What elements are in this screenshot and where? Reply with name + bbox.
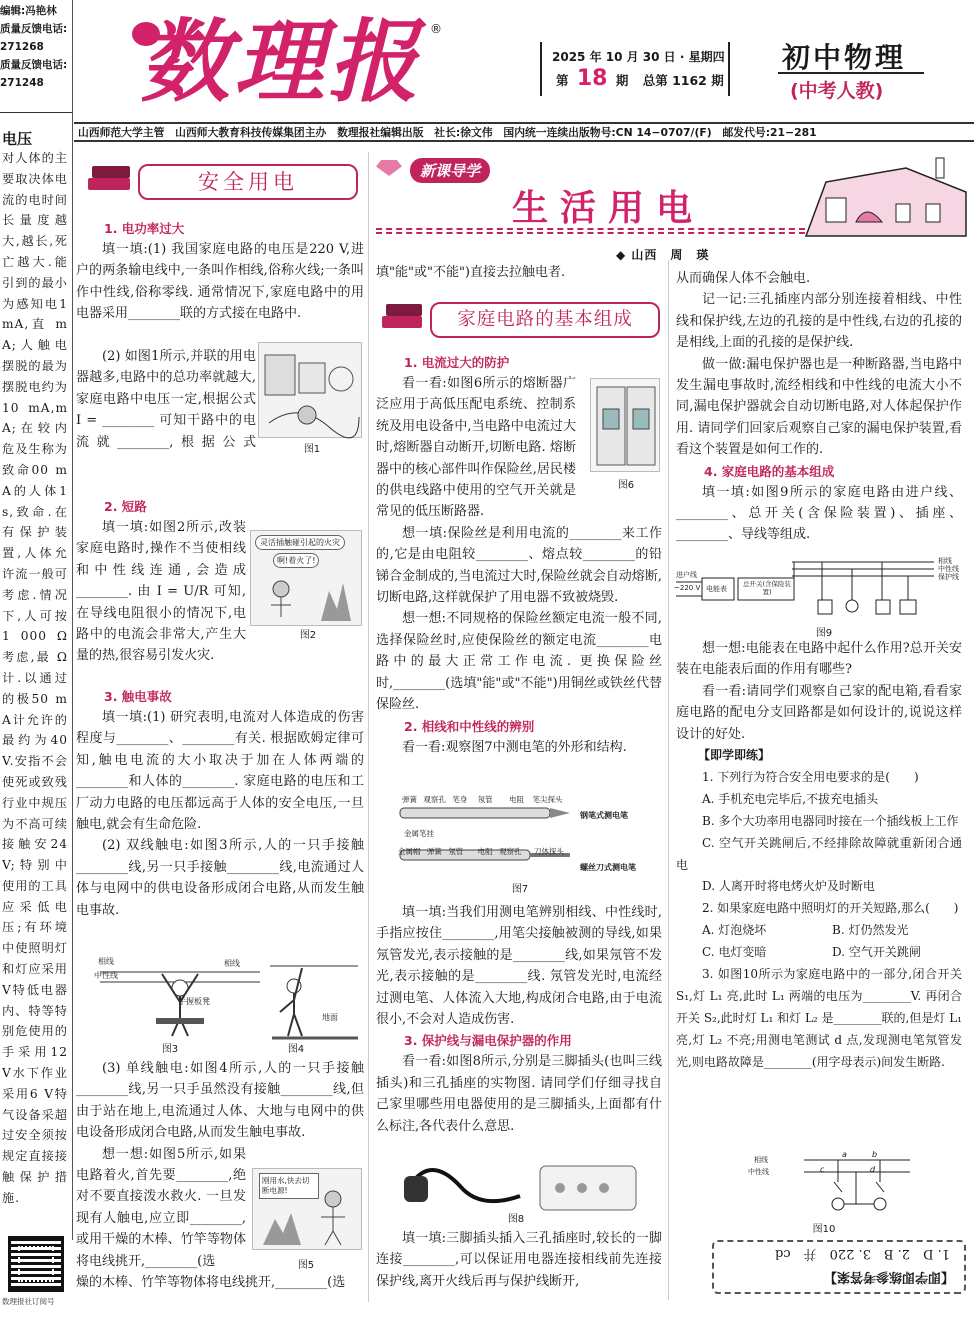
fig7-label: 弹簧 <box>402 795 417 804</box>
editor-line: 271248 <box>0 77 44 89</box>
figure-2 <box>250 530 362 626</box>
fig9-label-meter: 电能表 <box>706 585 727 593</box>
answer-box-text: 1. D 2. B 3. 220 并 cd <box>775 1246 950 1261</box>
fig7-label: 笔尖探头 <box>532 795 563 804</box>
column-safety-4 <box>76 686 364 921</box>
column-3-body-2 <box>676 638 962 1074</box>
newspaper-logo: 数理报 <box>140 9 422 115</box>
editor-line: 271268 <box>0 41 44 53</box>
fig4-label-ground: 地面 <box>322 1013 338 1022</box>
books-icon-2 <box>380 300 424 332</box>
caption-figure-2: 图2 <box>299 630 317 641</box>
fig7-label-clip: 金属笔挂 <box>404 829 434 838</box>
figure-5-bubble: 刚用水,快去切断电源! <box>259 1173 319 1199</box>
editor-divider <box>0 112 72 113</box>
house-illustration <box>786 152 976 240</box>
qr-code[interactable] <box>8 1236 64 1292</box>
edition-subtitle: (中考人教) <box>790 80 884 102</box>
subhead-wire-identify: 2. 相线和中性线的辨别 <box>404 718 535 734</box>
feature-title: 生活用电 <box>512 188 705 229</box>
fig10-label-live: 相线 <box>754 1156 768 1164</box>
caption-figure-3: 图3 <box>161 1044 179 1055</box>
para-think-fire-end: 燥的木棒、竹竿等物体将电线挑开,________(选 <box>76 1275 346 1290</box>
para-fuse-fill: 想一填:保险丝是利用电流的________来工作的,它是由电阻较________、熔点较________的铅锑合金制成的,当电流过大时,保险丝就会自动熔断,切断电路,这样就保护了用电器不致被烧毁. <box>376 525 662 606</box>
feature-badge: 新课导学 <box>410 158 490 183</box>
caption-figure-1: 图1 <box>303 444 321 455</box>
para-socket-remember: 记一记:三孔插座内部分别连接着相线、中性线和保护线,左边的孔接的是中性线,右边的孔接的是相线,上面的孔接的是保护线. <box>676 292 962 351</box>
fig10-label-d: d <box>870 1165 876 1174</box>
para-plug-look: 看一看:如图8所示,分别是三脚插头(也叫三线插头)和三孔插座的实物图. 请同学们仔细寻找自己家里哪些用电器使用的是三脚插头,上面都有什么标注,各代表什么意思. <box>376 1054 662 1134</box>
fig7-label: 金属帽 <box>398 847 421 856</box>
subhead-power-overload: 1. 电功率过大 <box>104 221 185 236</box>
section-title-safety: 安全用电 <box>138 164 358 200</box>
fig4-label-live: 相线 <box>224 959 240 968</box>
issue-total: 总第 1162 期 <box>642 73 724 88</box>
para-fuse-look: 看一看:如图6所示的熔断器广泛应用于高低压配电系统、控制系统及用电设备中,当电路中电流过大时,熔断器自动断开,切断电路. 熔断器中的核心部件叫作保险丝,居民楼的供电线路中使用的空气开关就是常见的低压断路器. <box>376 376 576 520</box>
fig3-label-live: 相线 <box>98 957 114 966</box>
fig7-label: 刀体探头 <box>533 847 564 856</box>
fig10-label-b: b <box>872 1150 878 1159</box>
editor-line: 编辑:冯艳林 <box>0 5 57 17</box>
para-col3-continuation: 从而确保人体不会触电. <box>676 271 811 286</box>
fig7-labels-row1 <box>402 794 562 805</box>
section-title-household: 家庭电路的基本组成 <box>430 302 660 338</box>
editor-line: 质量反馈电话: <box>0 59 68 71</box>
figure-10 <box>770 1152 920 1218</box>
caption-figure-8: 图8 <box>507 1214 525 1225</box>
quiz-q2: 2. 如果家庭电路中照明灯的开关短路,那么( ) <box>702 901 959 916</box>
fig7-label: 氖管 <box>448 847 464 856</box>
issue-date: 2025 年 10 月 30 日 · 星期四 <box>552 50 725 64</box>
para-rcd-do: 做一做:漏电保护器也是一种断路器,当电路中发生漏电事故时,流经相线和中性线的电流大小不同,漏电保护器就会自动切断电路,对人体起保护作用. 请同学们回家后观察自己家的漏电保护装置,看看这个装置是如何工作的. <box>676 356 962 458</box>
edition-title: 初中物理 <box>782 41 907 74</box>
fig10-label-neutral: 中性线 <box>748 1168 769 1176</box>
gem-icon <box>376 160 402 176</box>
fuse-device-sketch <box>591 379 661 473</box>
issue-number: 18 <box>576 66 608 91</box>
figure-2-shout: 啊!着火了! <box>273 553 319 568</box>
fig9-label-neutral: 中性线 <box>938 565 959 573</box>
caption-figure-9: 图9 <box>815 628 833 639</box>
para-meter-think: 想一想:电能表在电路中起什么作用?总开关安装在电能表后面的作用有哪些? <box>676 641 962 678</box>
subhead-electric-shock: 3. 触电事故 <box>104 689 172 704</box>
para-plug-fill: 填一填:三脚插头插入三孔插座时,较长的一脚连接________,可以保证用电器连接相线前先连接保护线,离开火线后再与保护线断开, <box>376 1231 662 1289</box>
fig7-label: 笔身 <box>452 795 468 804</box>
quiz-q2-a: A. 灯泡烧坏 <box>702 923 767 938</box>
quiz-q3: 3. 如图10所示为家庭电路中的一部分,闭合开关 S₁,灯 L₁ 亮,此时 L₁ 两端的电压为________V. 再闭合开关 S₂,此时灯 L₁ 和灯 L₂ 是________联的,但是灯 L₁ 亮,灯 L₂ 不亮;用测电笔测试 d 点,发现测电笔氖管发光,则电路故障是________(用字母表示)间发生断路. <box>676 967 962 1069</box>
column-2-body-3 <box>376 1228 662 1292</box>
feature-author: ◆ 山西 周 瑛 <box>616 248 710 262</box>
quiz-q1-b: B. 多个大功率用电器同时接在一个插线板上工作 <box>702 813 959 828</box>
quiz-title: 【即学即练】 <box>698 748 771 763</box>
issue-number-row <box>556 66 724 91</box>
para-double-wire-shock: (2) 双线触电:如图3所示,人的一只手接触________线,另一只手接触________线,电流通过人体与电网中的供电设备形成闭合电路,从而发生触电事故. <box>76 838 364 918</box>
qr-label: 数理报社订阅号 <box>2 1297 55 1306</box>
column-safety <box>76 218 364 325</box>
fig7-label: 电阻 <box>477 847 493 856</box>
left-strip-border <box>72 0 73 1240</box>
column-3-body-1 <box>676 268 962 546</box>
column-2-top <box>376 262 662 283</box>
fig9-label-main-switch: 总开关(含保险装置) <box>742 580 792 596</box>
caption-figure-4: 图4 <box>287 1044 305 1055</box>
para-testpen-look: 看一看:观察图7中测电笔的外形和结构. <box>402 739 627 755</box>
subhead-overcurrent: 1. 电流过大的防护 <box>404 355 510 370</box>
column-2-body-2 <box>376 902 662 1137</box>
para-fill-voltage: 填一填:(1) 我国家庭电路的电压是220 V,进户的两条输电线中,一条叫作相线,俗称火线;一条叫作中性线,俗称零线. 通常情况下,家庭电路中的用电器采用________联的方式接在电路中. <box>76 242 364 322</box>
answer-box <box>712 1240 966 1294</box>
para-parallel-loads: (2) 如图1所示,并联的用电器越多,电路中的总功率就越大,家庭电路中电压一定,根据公式 I = ________ 可知干路中的电流就________,根据公式 <box>76 349 256 450</box>
subhead-household-circuit: 4. 家庭电路的基本组成 <box>704 463 835 479</box>
fig3-label-stool: 手握板凳 <box>178 997 210 1006</box>
quiz-q1-a: A. 手机充电完毕后,不拔充电插头 <box>702 791 879 806</box>
quiz-q2-b: B. 灯仍然发光 <box>832 923 909 938</box>
quiz-q1-c: C. 空气开关跳闸后,不经排除故障就重新闭合通电 <box>676 835 962 872</box>
fig10-label-c: c <box>820 1165 825 1174</box>
fire-scene-sketch <box>251 531 363 627</box>
editor-line: 质量反馈电话: <box>0 23 68 35</box>
quiz-q1: 1. 下列行为符合安全用电要求的是( ) <box>702 769 919 784</box>
publisher-bar: 山西师范大学主管 山西师大教育科技传媒集团主办 数理报社编辑出版 社长:徐文伟 国内统一连续出版物号:CN 14−0707/(F) 邮发代号:21−281 <box>74 122 974 142</box>
edition-divider <box>778 72 924 74</box>
fig7-label: 观察孔 <box>423 795 446 804</box>
column-safety-2 <box>76 346 364 452</box>
fig7-labels-row2 <box>398 846 564 857</box>
fig7-label: 电阻 <box>509 795 525 804</box>
para-think-fire: 想一想:如图5所示,如果电路着火,首先要________,绝对不要直接泼水救火. 一旦发现有人触电,应立即________,或用干燥的木棒、竹竿等物体将电线挑开,________(选 <box>76 1146 246 1269</box>
subhead-short-circuit: 2. 短路 <box>104 499 147 514</box>
column-divider-2 <box>668 260 669 1300</box>
registered-mark: ® <box>430 22 442 36</box>
fig7-label: 弹簧 <box>426 847 442 856</box>
para-short-circuit: 填一填:如图2所示,改装家庭电路时,操作不当使相线和中性线连通,会造成________. 由 I = U/R 可知,在导线电阻很小的情况下,电路中的电流会非常大,产生大量的热,很容易引发火灾. <box>76 520 246 664</box>
para-col2-continuation: 填"能"或"不能")直接去拉触电者. <box>376 265 566 280</box>
figure-6 <box>590 378 660 472</box>
figure-2-bubble: 灵活插触碰引起的火灾 <box>255 535 345 550</box>
left-strip-text: 对人体的主要取决体电流的电时间长量度越大,越长,死亡越大.能引到的最小为感知电1 mA,直 mA;人触电摆脱的最为摆脱电约为10 mA,mA;在较内危及生称为致命00 mA的人体1 s,致命.在有保护装置,人体允许流一般可考虑.情况下,人可按1 000 Ω考虑,最 Ω计.以通过的极50 mA计允许的最约为40 V.安指不会使死或致残行业中规压为不高可续接触安24 V;特别中使用的工具应采低电压;有环境中使照明灯和灯应采用V特低电器内、特等特别危使用的手采用12 V水下作业采用6 V特气设备采超过安全须按规定直接接触保护措施. <box>2 151 68 1205</box>
para-fuse-think: 想一想:不同规格的保险丝额定电流一般不同,选择保险丝时,应使保险丝的额定电流________电路中的最大正常工作电流. 更换保险丝时,________(选填"能"或"不能")用铜丝或铁丝代替保险丝. <box>376 611 662 713</box>
answer-box-title: 【即学即练参考答案】 <box>823 1269 954 1284</box>
caption-figure-5: 图5 <box>297 1260 315 1271</box>
editor-info <box>0 2 70 92</box>
fig9-label-ground: 保护线 <box>938 573 959 581</box>
fig3-label-neutral: 中性线 <box>94 971 118 980</box>
fig7-label-pen-type-2: 螺丝刀式测电笔 <box>580 863 636 872</box>
para-circuit-fill: 填一填:如图9所示的家庭电路由进户线、________、总开关(含保险装置)、插座、________、导线等组成. <box>676 484 962 543</box>
fig9-label-incoming: 进户线 <box>676 571 697 579</box>
fig7-label: 氖管 <box>477 795 493 804</box>
caption-figure-6: 图6 <box>617 480 635 491</box>
para-panel-look: 看一看:请同学们观察自己家的配电箱,看看家庭电路的配电分支回路都是如何设计的,说说这样设计的好处. <box>676 683 962 742</box>
feature-header <box>372 152 976 244</box>
quiz-q2-d: D. 空气开关跳闸 <box>832 945 921 960</box>
para-testpen-fill: 填一填:当我们用测电笔辨别相线、中性线时,手指应按住________,用笔尖接触被测的导线,如果氖管发光,表示接触的是________线,如果氖管不发光,表示接触的是________线. 氖管发光时,电流经过测电笔、人体流入大地,构成闭合电路,由于电流很小,不会对人造成伤害. <box>376 905 662 1028</box>
figure-5 <box>252 1168 362 1250</box>
para-shock-factors: 填一填:(1) 研究表明,电流对人体造成的伤害程度与________、________有关. 根据欧姆定律可知,触电电流的大小取决于加在人体两端的________和人体的________. 家庭电路的电压和工厂动力电路的电压都远高于人体的安全电压,一旦触电,就会有生命危险. <box>76 710 364 833</box>
fig7-label: 观察孔 <box>499 847 522 856</box>
column-divider-1 <box>368 152 369 1302</box>
column-safety-6 <box>76 1272 364 1293</box>
caption-figure-10: 图10 <box>812 1224 836 1235</box>
subhead-ground-leakage: 3. 保护线与漏电保护器的作用 <box>404 1033 572 1049</box>
fire-rescue-sketch <box>253 1169 363 1251</box>
para-single-wire-shock: (3) 单线触电:如图4所示,人的一只手接触________线,另一只手虽然没有接触________线,但由于站在地上,电流通过人体、大地与电网中的供电设备形成闭合电路,从而发生触电事故. <box>76 1061 364 1141</box>
issue-prefix: 第 <box>556 73 569 88</box>
issue-mid: 期 <box>615 73 629 88</box>
quiz-q1-d: D. 人离开时将电烤火炉及时断电 <box>702 879 875 894</box>
fig10-label-a: a <box>842 1150 847 1159</box>
caption-figure-7: 图7 <box>511 884 529 895</box>
quiz-q2-c: C. 电灯变暗 <box>702 945 767 960</box>
fig9-label-live: 相线 <box>938 557 952 565</box>
left-strip-title: 电压 <box>2 130 33 148</box>
books-icon <box>86 160 132 194</box>
fig7-label-pen-type-1: 钢笔式测电笔 <box>580 811 628 820</box>
fig9-label-voltage: ~220 V <box>674 584 701 592</box>
quiz-q2-options <box>676 920 962 964</box>
